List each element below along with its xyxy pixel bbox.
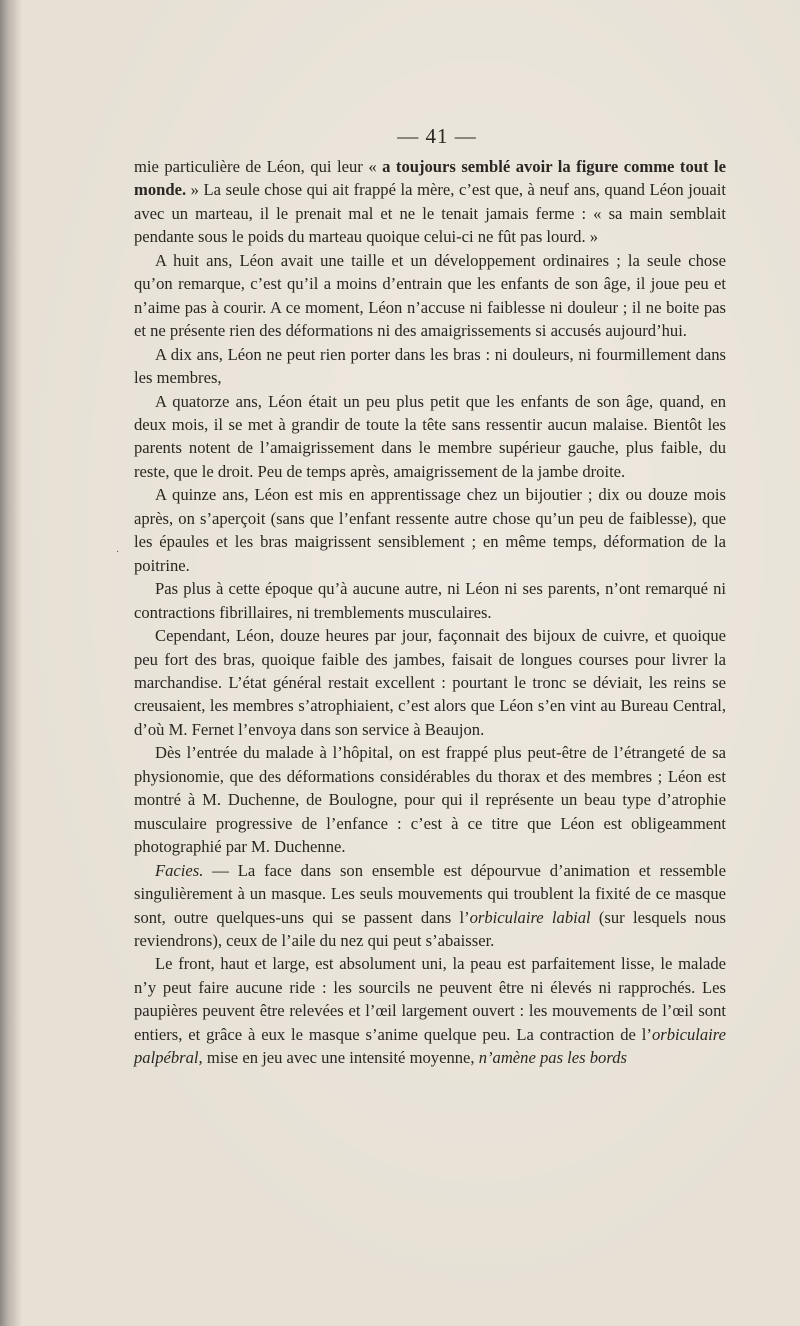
page-number: — 41 — xyxy=(397,124,477,148)
paragraph-7: Cependant, Léon, douze heures par jour, façonnait des bijoux de cuivre, et quoique peu fort des bras, quoique faible des jambes, faisait de longues courses pour livrer la marchandise. L’état général restait excellent : pourtant le tronc se déviait, les reins se creusaient, les membres s’atrophiaient, c’est alors que Léon s’en vint au Bureau Central, d’où M. Fernet l’envoya dans son service à Beaujon. xyxy=(134,626,726,739)
paragraph-6: Pas plus à cette époque qu’à aucune autre, ni Léon ni ses parents, n’ont remarqué ni contractions fibrillaires, ni tremblements musculaires. xyxy=(134,579,726,622)
paragraph-3: A dix ans, Léon ne peut rien porter dans les bras : ni douleurs, ni fourmillement dans les membres, xyxy=(134,344,726,388)
paragraph-10-term: orbiculaire palpébral, xyxy=(134,1024,726,1068)
paragraph-10-text: Le front, haut et large, est absolument uni, la peau est parfaitement lisse, le malade n’y peut faire aucune ride : les sourcils ne peuvent être ni élevés ni rapprochés. Les paupières peuvent être relevées et l’œil largement ouvert : les mouvements de l’œil sont entiers, et grâce à eux le masque s’anime quelque peu. La contraction de l’ xyxy=(134,954,726,1044)
paragraph-10 xyxy=(134,952,726,1069)
paragraph-1-lead: mie particulière de Léon, qui leur « xyxy=(134,157,383,176)
paragraph-10-middle: mise en jeu avec une intensité moyenne, xyxy=(202,1048,479,1068)
paragraph-2: A huit ans, Léon avait une taille et un développement ordinaires ; la seule chose qu’on remarque, c’est qu’il a moins d’entrain que les enfants de son âge, il joue peu et n’aime pas à courir. A ce moment, Léon n’accuse ni faiblesse ni douleur ; il ne boite pas et ne présente rien des déformations ni des amaigrissements si accusés aujourd’hui. xyxy=(134,250,726,341)
binding-shadow xyxy=(0,0,22,1326)
paragraph-9-text: — La face dans son ensemble est dépourvue d’animation et ressemble singulièrement à un masque. Les seuls mouvements qui troublent la fixité de ce masque sont, outre quelques-uns qui se passent dans l’ xyxy=(134,860,726,927)
paragraph-5: A quinze ans, Léon est mis en apprentissage chez un bijoutier ; dix ou douze mois après, on s’aperçoit (sans que l’enfant ressente autre chose qu’un peu de faiblesse), que les épaules et les bras maigrissent sensiblement ; en même temps, déformation de la poitrine. xyxy=(134,485,726,575)
margin-mark: · xyxy=(116,547,120,558)
paragraph-9-rest: (sur lesquels nous reviendrons), ceux de l’aile du nez qui peut s’abaisser. xyxy=(134,907,727,950)
paragraph-8: Dès l’entrée du malade à l’hôpital, on est frappé plus peut-être de l’étrangeté de sa physionomie, que des déformations considérables du thorax et des membres ; Léon est montré à M. Duchenne, de Boulogne, pour qui il représente un beau type d’atrophie musculaire progressive de l’enfance : c’est à ce titre que Léon est obligeamment photographié par M. Duchenne. xyxy=(134,743,726,857)
paragraph-4: A quatorze ans, Léon était un peu plus petit que les enfants de son âge, quand, en deux mois, il se met à grandir de toute la tête sans ressentir aucun malaise. Bientôt les parents notent de l’amaigrissement dans le membre supérieur gauche, plus faible, du reste, que le droit. Peu de temps après, amaigrissement de la jambe droite. xyxy=(134,391,726,481)
body-text xyxy=(134,155,726,1070)
paragraph-9-term: orbiculaire labial xyxy=(469,907,591,927)
paragraph-10-end: n’amène pas les bords xyxy=(478,1048,627,1068)
paragraph-9 xyxy=(134,859,726,953)
paragraph-9-heading: Facies. xyxy=(155,860,204,880)
paragraph-1-rest: » La seule chose qui ait frappé la mère, c’est que, à neuf ans, quand Léon jouait avec un marteau, il le prenait mal et ne le tenait jamais ferme : « sa main semblait pendante sous le poids du marteau quoique celui-ci ne fût pas lourd. » xyxy=(134,180,726,247)
paragraph-1 xyxy=(134,155,726,249)
paragraph-1-bold-quote: a toujours semblé avoir la figure comme tout le monde. xyxy=(134,157,726,200)
